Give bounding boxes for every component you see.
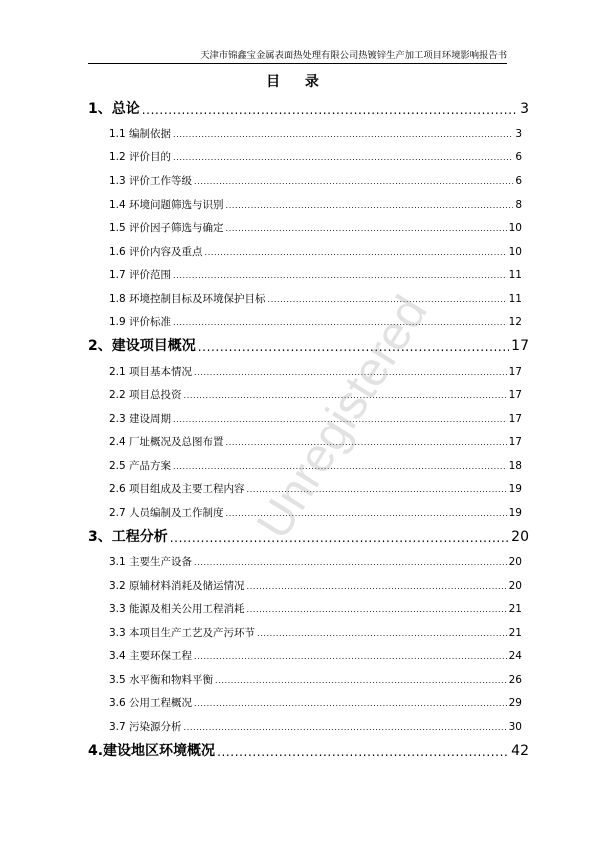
toc-page-number: 30 [508, 721, 522, 733]
toc-entry-label: 3.2 原辅材料消耗及储运情况 [109, 580, 245, 592]
toc-entry-3[interactable] [88, 527, 529, 547]
toc-entry-label: 1.8 环境控制目标及环境保护目标 [109, 293, 266, 305]
dot-leader [173, 270, 507, 282]
toc-entry-3-7[interactable] [109, 696, 522, 710]
toc-entry-label: 3.5 水平衡和物料平衡 [109, 674, 214, 686]
toc-entry-3-8[interactable] [109, 720, 522, 734]
dot-leader [173, 461, 507, 473]
toc-entry-label: 2、建设项目概况 [88, 338, 196, 354]
dot-leader [226, 223, 507, 235]
toc-page-number: 26 [508, 674, 522, 686]
toc-page-number: 3 [520, 101, 529, 117]
toc-entry-2-6[interactable] [109, 482, 522, 496]
dot-leader [170, 529, 509, 547]
toc-page-number: 20 [511, 529, 529, 545]
dot-leader [194, 367, 507, 379]
toc-entry-3-2[interactable] [109, 579, 522, 593]
toc-entry-1-6[interactable] [109, 245, 522, 259]
toc-entry-label: 2.3 建设周期 [109, 413, 172, 425]
running-header: 天津市锦鑫宝金属表面热处理有限公司热镀锌生产加工项目环境影响报告书 [200, 50, 507, 61]
toc-entry-label: 2.5 产品方案 [109, 460, 172, 472]
dot-leader [184, 390, 507, 402]
toc-entry-label: 4.建设地区环境概况 [88, 743, 216, 759]
dot-leader [142, 101, 518, 119]
toc-entry-label: 2.7 人员编制及工作制度 [109, 507, 224, 519]
toc-entry-2-1[interactable] [109, 365, 522, 379]
toc-page-number: 42 [511, 743, 529, 759]
toc-entry-label: 3.3 能源及相关公用工程消耗 [109, 603, 245, 615]
toc-entry-2-3[interactable] [109, 412, 522, 426]
toc-entry-1-2[interactable] [109, 150, 522, 164]
toc-entry-3-1[interactable] [109, 555, 522, 569]
toc-entry-4[interactable] [88, 741, 529, 761]
toc-page-number: 17 [508, 413, 522, 425]
dot-leader [194, 176, 513, 188]
toc-entry-label: 3.7 污染源分析 [109, 721, 182, 733]
dot-leader [173, 414, 507, 426]
toc-entry-label: 2.4 厂址概况及总图布置 [109, 436, 224, 448]
toc-entry-label: 1.1 编制依据 [109, 128, 172, 140]
toc-entry-1-7[interactable] [109, 268, 522, 282]
toc-page-number: 21 [508, 603, 522, 615]
dot-leader [194, 651, 507, 663]
toc-entry-1[interactable] [88, 99, 529, 119]
toc-page-number: 29 [508, 697, 522, 709]
dot-leader [247, 604, 507, 616]
toc-entry-label: 3.1 主要生产设备 [109, 556, 193, 568]
toc-entry-3-4[interactable] [109, 626, 522, 640]
toc-entry-2-2[interactable] [109, 388, 522, 402]
dot-leader [257, 628, 507, 640]
toc-entry-label: 1.4 环境问题筛选与识别 [109, 199, 224, 211]
toc-entry-label: 1.7 评价范围 [109, 269, 172, 281]
toc-entry-1-3[interactable] [109, 174, 522, 188]
toc-page-number: 17 [508, 436, 522, 448]
toc-entry-label: 1.2 评价目的 [109, 151, 172, 163]
dot-leader [184, 722, 507, 734]
toc-entry-1-9[interactable] [109, 315, 522, 329]
toc-page-number: 11 [508, 293, 522, 305]
toc-entry-1-8[interactable] [109, 292, 522, 306]
dot-leader [194, 698, 507, 710]
dot-leader [268, 294, 507, 306]
toc-entry-label: 3.3 本项目生产工艺及产污环节 [109, 627, 256, 639]
dot-leader [226, 437, 507, 449]
toc-page-number: 19 [508, 483, 522, 495]
toc-entry-3-5[interactable] [109, 649, 522, 663]
dot-leader [226, 200, 514, 212]
toc-page-number: 11 [508, 269, 522, 281]
toc-page-number: 20 [508, 580, 522, 592]
toc-page-number: 6 [515, 151, 522, 163]
toc-entry-label: 1.5 评价因子筛选与确定 [109, 222, 224, 234]
toc-entry-1-1[interactable] [109, 127, 522, 141]
toc-page-number: 3 [515, 128, 522, 140]
toc-entry-2-7[interactable] [109, 506, 522, 520]
toc-page-number: 17 [508, 389, 522, 401]
toc-page-number: 6 [515, 175, 522, 187]
toc-page-number: 12 [508, 316, 522, 328]
toc-entry-2[interactable] [88, 336, 529, 356]
toc-entry-1-5[interactable] [109, 221, 522, 235]
toc-page-number: 10 [508, 222, 522, 234]
toc-page-number: 17 [511, 338, 529, 354]
toc-entry-1-4[interactable] [109, 198, 522, 212]
dot-leader [217, 743, 509, 761]
watermark: Unregistered [247, 286, 438, 549]
dot-leader [247, 581, 507, 593]
toc-entry-label: 2.1 项目基本情况 [109, 366, 193, 378]
toc-entry-label: 3.4 主要环保工程 [109, 650, 193, 662]
toc-entry-label: 1.6 评价内容及重点 [109, 246, 203, 258]
toc-entry-label: 1、总论 [88, 101, 140, 117]
toc-page-number: 17 [508, 366, 522, 378]
toc-entry-label: 1.3 评价工作等级 [109, 175, 193, 187]
dot-leader [194, 557, 507, 569]
toc-entry-label: 2.6 项目组成及主要工程内容 [109, 483, 245, 495]
toc-entry-3-6[interactable] [109, 673, 522, 687]
toc-entry-label: 2.2 项目总投资 [109, 389, 182, 401]
dot-leader [247, 484, 507, 496]
dot-leader [198, 338, 509, 356]
toc-page-number: 20 [508, 556, 522, 568]
dot-leader [226, 508, 507, 520]
toc-page-number: 21 [508, 627, 522, 639]
toc-entry-label: 3.6 公用工程概况 [109, 697, 193, 709]
dot-leader [205, 247, 507, 259]
toc-title: 目 录 [266, 74, 329, 90]
dot-leader [173, 129, 513, 141]
toc-entry-2-5[interactable] [109, 459, 522, 473]
dot-leader [173, 317, 507, 329]
toc-entry-2-4[interactable] [109, 435, 522, 449]
toc-page-number: 24 [508, 650, 522, 662]
toc-page-number: 10 [508, 246, 522, 258]
dot-leader [215, 675, 507, 687]
toc-page-number: 19 [508, 507, 522, 519]
toc-entry-label: 1.9 评价标准 [109, 316, 172, 328]
toc-page-number: 8 [515, 199, 522, 211]
toc-entry-3-3[interactable] [109, 602, 522, 616]
toc-entry-label: 3、工程分析 [88, 529, 168, 545]
toc-page-number: 18 [508, 460, 522, 472]
dot-leader [173, 152, 513, 164]
